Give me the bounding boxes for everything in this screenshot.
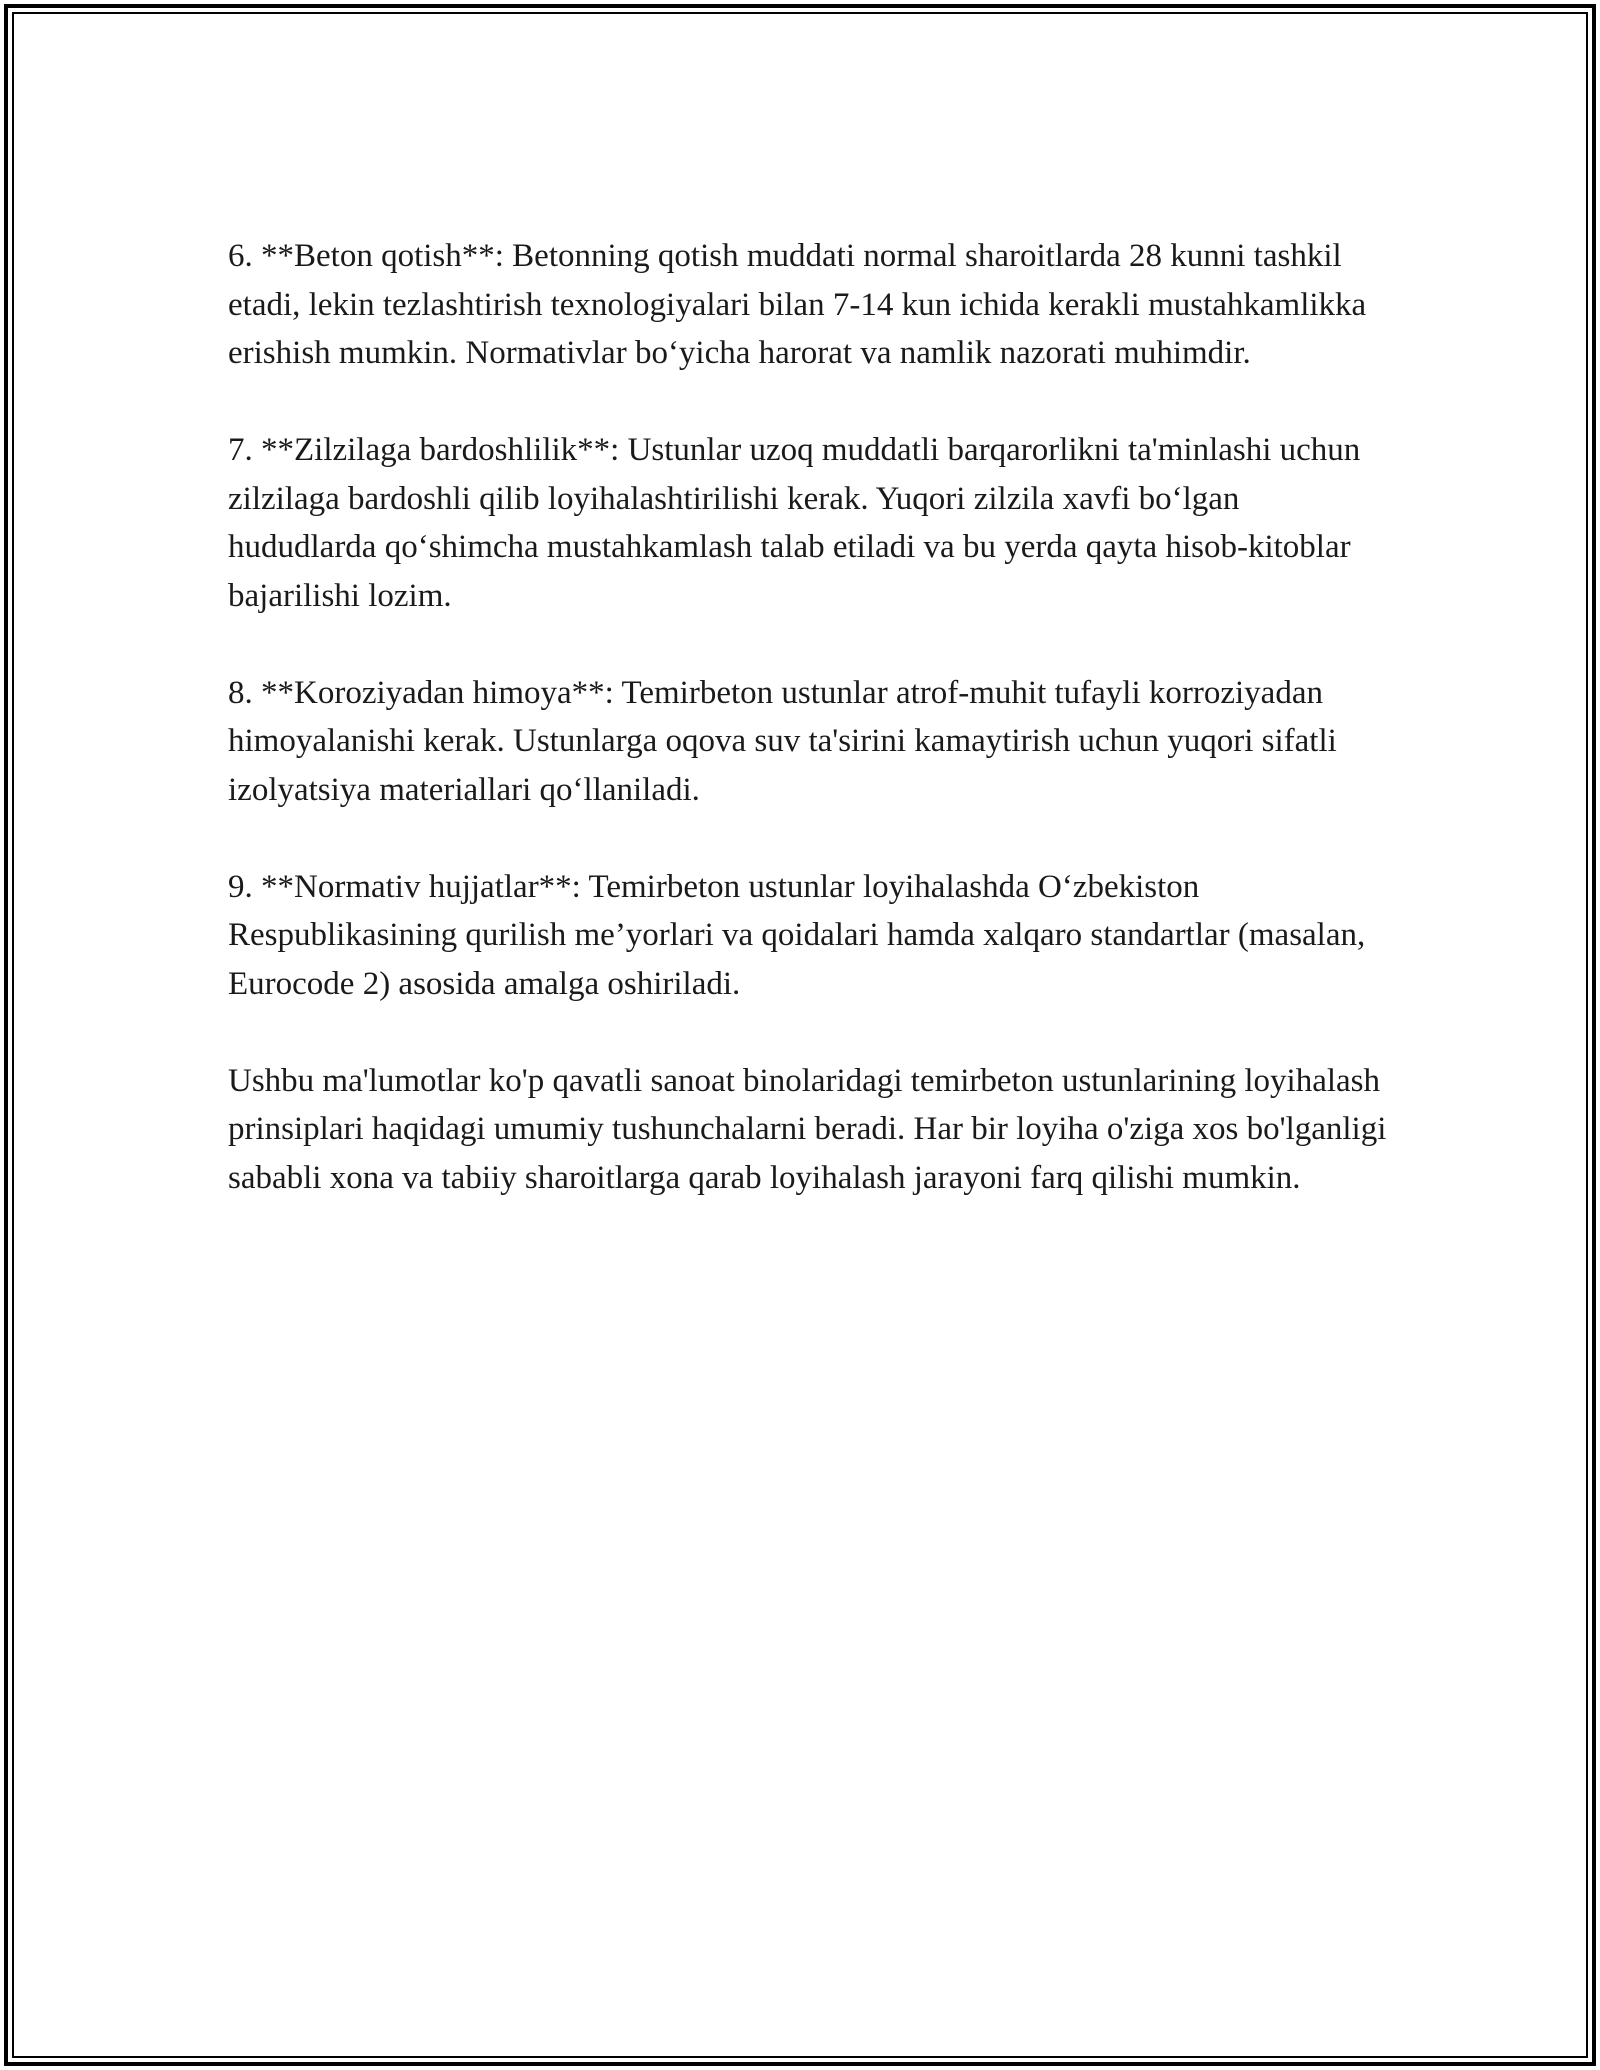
paragraph-beton-qotish: 6. **Beton qotish**: Betonning qotish muddati normal sharoitlarda 28 kunni tashkil etadi, lekin tezlashtirish texnologiyalari bilan 7-14 kun ichida kerakli mustahkamlikka erishish mumkin. Normativlar bo‘yicha harorat va namlik nazorati muhimdir. bbox=[228, 238, 1367, 371]
paragraph-conclusion: Ushbu ma'lumotlar ko'p qavatli sanoat binolaridagi temirbeton ustunlarining loyihalash prinsiplari haqidagi umumiy tushunchalarni beradi. Har bir loyiha o'ziga xos bo'lganligi sababli xona va tabiiy sharoitlarga qarab loyihalash jarayoni farq qilishi mumkin. bbox=[228, 1062, 1387, 1196]
paragraph-zilzilaga-bardoshlilik: 7. **Zilzilaga bardoshlilik**: Ustunlar uzoq muddatli barqarorlikni ta'minlashi uchun zilzilaga bardoshli qilib loyihalashtirilishi kerak. Yuqori zilzila xavfi bo‘lgan hududlarda qo‘shimcha mustahkamlash talab etiladi va bu yerda qayta hisob-kitoblar bajarilishi lozim. bbox=[228, 432, 1361, 614]
paragraph-normativ-hujjatlar: 9. **Normativ hujjatlar**: Temirbeton ustunlar loyihalashda O‘zbekiston Respublikasining qurilish me’yorlari va qoidalari hamda xalqaro standartlar (masalan, Eurocode 2) asosida amalga oshiriladi. bbox=[228, 868, 1366, 1002]
document-body bbox=[228, 232, 1388, 1251]
paragraph-koroziyadan-himoya: 8. **Koroziyadan himoya**: Temirbeton ustunlar atrof-muhit tufayli korroziyadan himoyalanishi kerak. Ustunlarga oqova suv ta'sirini kamaytirish uchun yuqori sifatli izolyatsiya materiallari qo‘llaniladi. bbox=[228, 674, 1337, 808]
